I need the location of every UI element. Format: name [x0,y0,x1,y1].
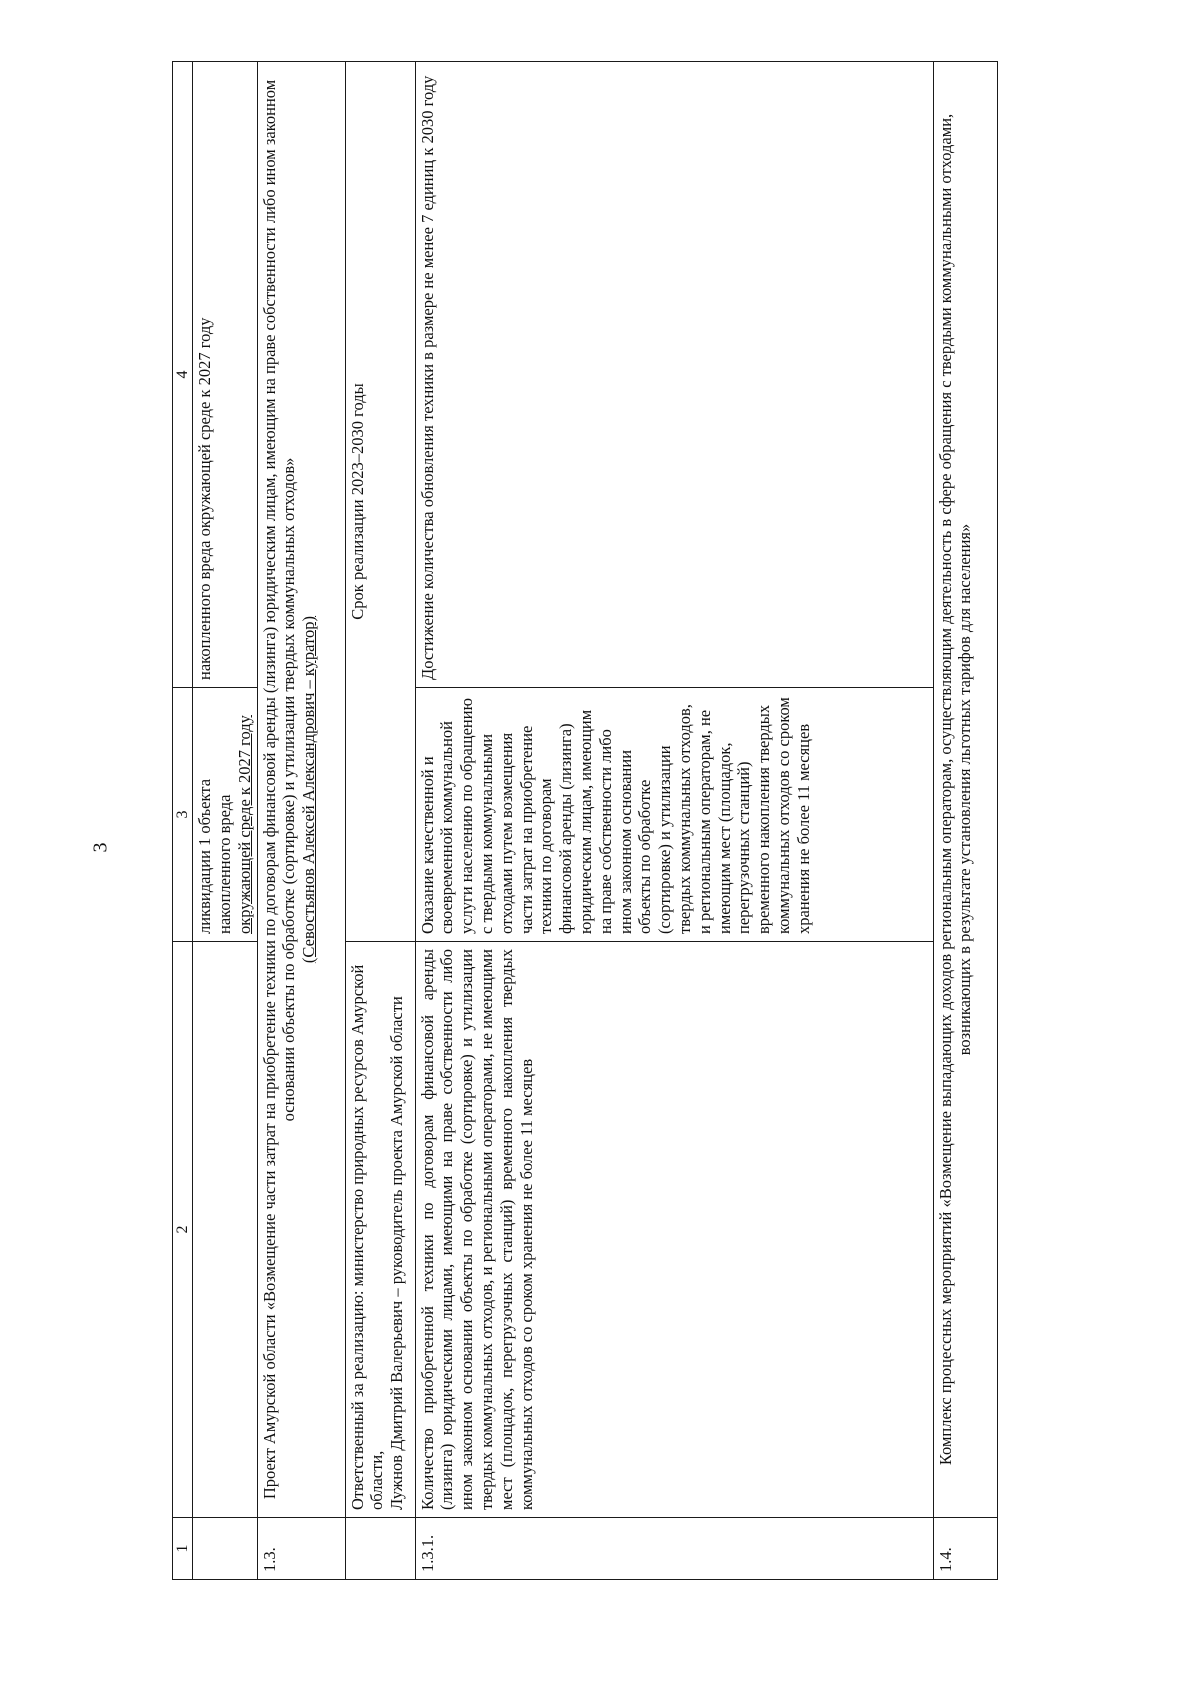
continuation-result-text: ликвидации 1 объекта накопленного вреда [195,778,234,934]
table-row-complex [933,62,997,1580]
table-row-project [257,62,345,1580]
table-row-responsible [345,62,415,1580]
task-indicator-cell: Количество приобретенной техники по договорам финансовой аренды (лизинга) юридическими лицами, имеющими на праве собственности либо ином законном основании объекты по обработке (сортировке) и утилизации твердых коммунальных отходов, и региональными операторами, не имеющими мест (площадок, перегрузочных станций) временного накопления твердых коммунальных отходов со сроком хранения не более 11 месяцев [415,942,933,1518]
header-col-4: 4 [173,62,193,688]
header-col-2: 2 [173,942,193,1518]
header-col-1: 1 [173,1518,193,1580]
task-result-cell: Оказание качественной и своевременной коммунальной услуги населению по обращению с твердыми коммунальными отходами путем возмещения части затрат на приобретение техники по договорам финансовой аренды (лизинга) юридическим лицам, имеющим на праве собственности либо ином законном основании объекты по обработке (сортировке) и утилизации твердых коммунальных отходов, и региональным операторам, не имеющим мест (площадок, перегрузочных станций) временного накопления твердых коммунальных отходов со сроком хранения не более 11 месяцев [415,688,933,942]
table-header-row [173,62,193,1580]
continuation-result-cell [193,688,257,942]
implementation-period: Срок реализации 2023–2030 годы [345,62,415,942]
responsible-cell [345,942,415,1518]
measures-table [172,61,998,1580]
continuation-result-underlined: окружающей среде к 2027 году [234,715,254,934]
continuation-indicator-cell: накопленного вреда окружающей среде к 2027 году [193,62,257,688]
task-effect-cell: Достижение количества обновления техники в размере не менее 7 единиц к 2030 году [415,62,933,688]
project-number: 1.3. [257,1518,345,1580]
complex-number: 1.4. [933,1518,997,1580]
table-row-continuation [193,62,257,1580]
page-number: 3 [89,842,112,853]
project-title-cell [257,62,345,1518]
responsible-head: Лужнов Дмитрий Валерьевич – руководитель проекта Амурской области [387,996,407,1510]
project-curator: (Севостьянов Алексей Александрович – куратор) [299,615,319,964]
rotated-table-sheet [172,62,1078,1580]
table-row-task [415,62,933,1580]
task-number: 1.3.1. [415,1518,933,1580]
complex-title: Комплекс процессных мероприятий «Возмещение выпадающих доходов региональным операторам, осуществляющим деятельность в сфере обращения с твердыми коммунальными отходами, возникающих в результате установления льготных тарифов для населения» [933,62,997,1518]
responsible-text: Ответственный за реализацию: министерство природных ресурсов Амурской области, [347,964,387,1510]
header-col-3: 3 [173,688,193,942]
project-title: Проект Амурской области «Возмещение части затрат на приобретение техники по договорам финансовой аренды (лизинга) юридическим лицам, имеющим на праве собственности либо ином законном основании объекты по обработке (сортировке) и утилизации твердых коммунальных отходов» [259,79,299,1500]
